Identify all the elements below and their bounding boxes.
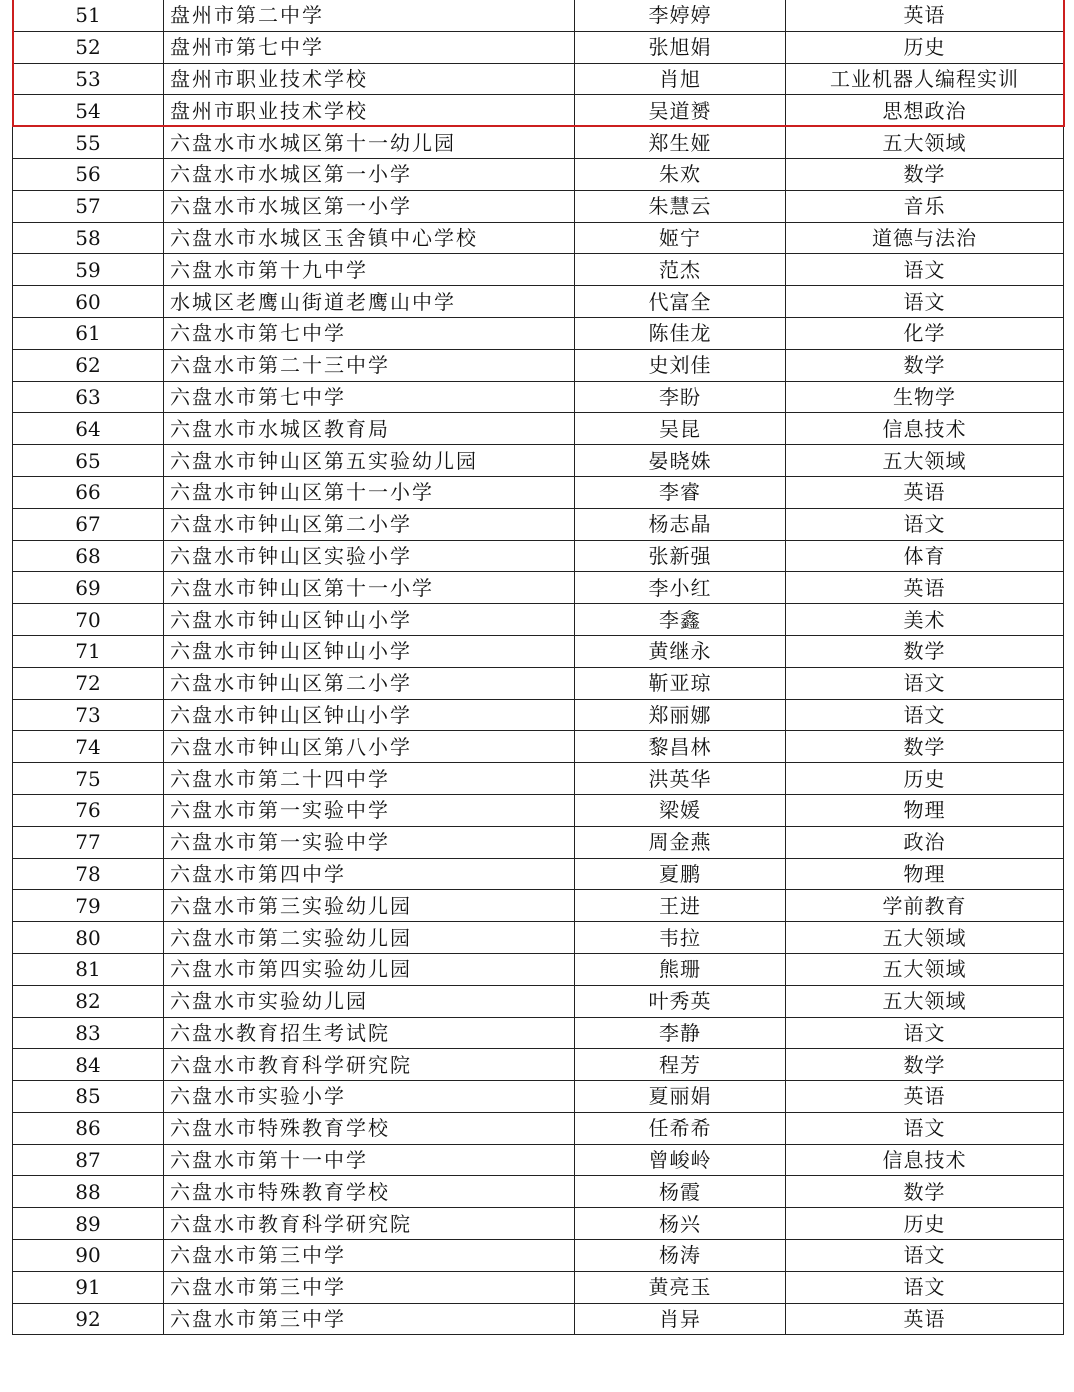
table-row [13, 667, 1064, 699]
row-number: 60 [13, 286, 164, 318]
school-cell: 六盘水市钟山区钟山小学 [164, 604, 575, 636]
table-row [13, 731, 1064, 763]
row-number: 52 [13, 31, 164, 63]
school-cell: 六盘水市钟山区第十一小学 [164, 476, 575, 508]
row-number: 91 [13, 1271, 164, 1303]
school-cell: 六盘水市教育科学研究院 [164, 1208, 575, 1240]
row-number: 90 [13, 1240, 164, 1272]
teacher-name-cell: 代富全 [575, 286, 786, 318]
school-cell: 六盘水市特殊教育学校 [164, 1112, 575, 1144]
teacher-name-cell: 史刘佳 [575, 349, 786, 381]
row-number: 86 [13, 1112, 164, 1144]
row-number: 85 [13, 1081, 164, 1113]
subject-cell: 历史 [786, 1208, 1064, 1240]
teacher-name-cell: 黄继永 [575, 635, 786, 667]
subject-cell: 物理 [786, 794, 1064, 826]
subject-cell: 数学 [786, 1049, 1064, 1081]
row-number: 65 [13, 445, 164, 477]
table-body [13, 0, 1064, 1335]
teacher-name-cell: 任希希 [575, 1112, 786, 1144]
table-row [13, 1017, 1064, 1049]
table-row [13, 922, 1064, 954]
subject-cell: 五大领域 [786, 953, 1064, 985]
teacher-name-cell: 范杰 [575, 254, 786, 286]
teacher-name-cell: 郑丽娜 [575, 699, 786, 731]
school-cell: 水城区老鹰山街道老鹰山中学 [164, 286, 575, 318]
school-cell: 六盘水市钟山区第二小学 [164, 667, 575, 699]
school-cell: 六盘水市水城区第十一幼儿园 [164, 127, 575, 159]
subject-cell: 语文 [786, 508, 1064, 540]
subject-cell: 五大领域 [786, 445, 1064, 477]
school-cell: 六盘水市钟山区第五实验幼儿园 [164, 445, 575, 477]
school-cell: 六盘水教育招生考试院 [164, 1017, 575, 1049]
school-cell: 六盘水市第一实验中学 [164, 794, 575, 826]
row-number: 57 [13, 190, 164, 222]
table-row [13, 1081, 1064, 1113]
subject-cell: 数学 [786, 731, 1064, 763]
row-number: 82 [13, 985, 164, 1017]
school-cell: 六盘水市水城区第一小学 [164, 158, 575, 190]
subject-cell: 生物学 [786, 381, 1064, 413]
subject-cell: 物理 [786, 858, 1064, 890]
table-row [13, 381, 1064, 413]
subject-cell: 历史 [786, 31, 1064, 63]
teacher-name-cell: 程芳 [575, 1049, 786, 1081]
school-cell: 六盘水市第十九中学 [164, 254, 575, 286]
school-cell: 六盘水市第二十三中学 [164, 349, 575, 381]
table-row [13, 540, 1064, 572]
school-cell: 盘州市第七中学 [164, 31, 575, 63]
teacher-name-cell: 熊珊 [575, 953, 786, 985]
school-cell: 六盘水市第一实验中学 [164, 826, 575, 858]
table-row [13, 1303, 1064, 1335]
table-row [13, 445, 1064, 477]
subject-cell: 五大领域 [786, 985, 1064, 1017]
table-row [13, 794, 1064, 826]
teacher-name-cell: 陈佳龙 [575, 317, 786, 349]
table-row [13, 222, 1064, 254]
table-row [13, 476, 1064, 508]
table-row [13, 635, 1064, 667]
subject-cell: 数学 [786, 349, 1064, 381]
row-number: 55 [13, 127, 164, 159]
row-number: 54 [13, 95, 164, 127]
teacher-name-cell: 李小红 [575, 572, 786, 604]
school-cell: 六盘水市钟山区实验小学 [164, 540, 575, 572]
subject-cell: 英语 [786, 476, 1064, 508]
school-cell: 六盘水市第二十四中学 [164, 763, 575, 795]
row-number: 66 [13, 476, 164, 508]
teacher-name-cell: 杨兴 [575, 1208, 786, 1240]
row-number: 67 [13, 508, 164, 540]
teacher-name-cell: 郑生娅 [575, 127, 786, 159]
subject-cell: 语文 [786, 1271, 1064, 1303]
subject-cell: 语文 [786, 1112, 1064, 1144]
table-row [13, 190, 1064, 222]
subject-cell: 美术 [786, 604, 1064, 636]
school-cell: 六盘水市第七中学 [164, 317, 575, 349]
table-row [13, 0, 1064, 31]
subject-cell: 信息技术 [786, 413, 1064, 445]
teacher-name-cell: 黎昌林 [575, 731, 786, 763]
teacher-name-cell: 姬宁 [575, 222, 786, 254]
subject-cell: 历史 [786, 763, 1064, 795]
table-row [13, 604, 1064, 636]
teacher-list-table [12, 0, 1064, 1335]
teacher-name-cell: 晏晓姝 [575, 445, 786, 477]
teacher-name-cell: 曾峻岭 [575, 1144, 786, 1176]
row-number: 87 [13, 1144, 164, 1176]
teacher-name-cell: 韦拉 [575, 922, 786, 954]
school-cell: 六盘水市第十一中学 [164, 1144, 575, 1176]
school-cell: 六盘水市钟山区第八小学 [164, 731, 575, 763]
table-row [13, 1271, 1064, 1303]
subject-cell: 语文 [786, 254, 1064, 286]
school-cell: 六盘水市第三中学 [164, 1271, 575, 1303]
subject-cell: 英语 [786, 0, 1064, 31]
table-row [13, 858, 1064, 890]
row-number: 77 [13, 826, 164, 858]
row-number: 75 [13, 763, 164, 795]
teacher-name-cell: 李盼 [575, 381, 786, 413]
subject-cell: 五大领域 [786, 922, 1064, 954]
subject-cell: 语文 [786, 1240, 1064, 1272]
school-cell: 六盘水市第三中学 [164, 1303, 575, 1335]
teacher-name-cell: 朱欢 [575, 158, 786, 190]
table-row [13, 953, 1064, 985]
subject-cell: 英语 [786, 1081, 1064, 1113]
teacher-name-cell: 靳亚琼 [575, 667, 786, 699]
school-cell: 六盘水市钟山区钟山小学 [164, 699, 575, 731]
subject-cell: 数学 [786, 1176, 1064, 1208]
row-number: 84 [13, 1049, 164, 1081]
teacher-name-cell: 吴昆 [575, 413, 786, 445]
subject-cell: 道德与法治 [786, 222, 1064, 254]
row-number: 61 [13, 317, 164, 349]
table-row [13, 1049, 1064, 1081]
table-row [13, 1144, 1064, 1176]
row-number: 63 [13, 381, 164, 413]
school-cell: 六盘水市水城区第一小学 [164, 190, 575, 222]
subject-cell: 体育 [786, 540, 1064, 572]
table-row [13, 826, 1064, 858]
teacher-name-cell: 李婷婷 [575, 0, 786, 31]
school-cell: 六盘水市水城区玉舍镇中心学校 [164, 222, 575, 254]
school-cell: 六盘水市教育科学研究院 [164, 1049, 575, 1081]
subject-cell: 化学 [786, 317, 1064, 349]
school-cell: 六盘水市钟山区钟山小学 [164, 635, 575, 667]
row-number: 79 [13, 890, 164, 922]
row-number: 81 [13, 953, 164, 985]
table-row [13, 572, 1064, 604]
school-cell: 六盘水市第四实验幼儿园 [164, 953, 575, 985]
school-cell: 六盘水市特殊教育学校 [164, 1176, 575, 1208]
table-row [13, 63, 1064, 95]
row-number: 56 [13, 158, 164, 190]
table-row [13, 317, 1064, 349]
subject-cell: 学前教育 [786, 890, 1064, 922]
row-number: 53 [13, 63, 164, 95]
row-number: 80 [13, 922, 164, 954]
row-number: 92 [13, 1303, 164, 1335]
row-number: 74 [13, 731, 164, 763]
teacher-name-cell: 王进 [575, 890, 786, 922]
teacher-name-cell: 梁媛 [575, 794, 786, 826]
subject-cell: 五大领域 [786, 127, 1064, 159]
table-row [13, 254, 1064, 286]
table-row [13, 413, 1064, 445]
teacher-name-cell: 夏丽娟 [575, 1081, 786, 1113]
row-number: 83 [13, 1017, 164, 1049]
subject-cell: 政治 [786, 826, 1064, 858]
row-number: 89 [13, 1208, 164, 1240]
teacher-name-cell: 吴道赟 [575, 95, 786, 127]
table-row [13, 1208, 1064, 1240]
school-cell: 盘州市职业技术学校 [164, 95, 575, 127]
teacher-name-cell: 杨涛 [575, 1240, 786, 1272]
school-cell: 六盘水市实验小学 [164, 1081, 575, 1113]
teacher-name-cell: 朱慧云 [575, 190, 786, 222]
table-row [13, 286, 1064, 318]
teacher-name-cell: 李睿 [575, 476, 786, 508]
table-row [13, 349, 1064, 381]
row-number: 71 [13, 635, 164, 667]
table-row [13, 158, 1064, 190]
teacher-name-cell: 张新强 [575, 540, 786, 572]
subject-cell: 英语 [786, 1303, 1064, 1335]
row-number: 68 [13, 540, 164, 572]
row-number: 72 [13, 667, 164, 699]
table-row [13, 31, 1064, 63]
row-number: 73 [13, 699, 164, 731]
row-number: 58 [13, 222, 164, 254]
school-cell: 六盘水市水城区教育局 [164, 413, 575, 445]
subject-cell: 数学 [786, 635, 1064, 667]
row-number: 62 [13, 349, 164, 381]
school-cell: 盘州市职业技术学校 [164, 63, 575, 95]
school-cell: 六盘水市第三实验幼儿园 [164, 890, 575, 922]
table-row [13, 1112, 1064, 1144]
row-number: 51 [13, 0, 164, 31]
table-row [13, 127, 1064, 159]
school-cell: 六盘水市第七中学 [164, 381, 575, 413]
subject-cell: 信息技术 [786, 1144, 1064, 1176]
teacher-name-cell: 肖旭 [575, 63, 786, 95]
subject-cell: 工业机器人编程实训 [786, 63, 1064, 95]
row-number: 64 [13, 413, 164, 445]
subject-cell: 音乐 [786, 190, 1064, 222]
subject-cell: 语文 [786, 699, 1064, 731]
teacher-name-cell: 黄亮玉 [575, 1271, 786, 1303]
school-cell: 盘州市第二中学 [164, 0, 575, 31]
table-row [13, 95, 1064, 127]
teacher-name-cell: 杨霞 [575, 1176, 786, 1208]
teacher-name-cell: 夏鹏 [575, 858, 786, 890]
row-number: 88 [13, 1176, 164, 1208]
row-number: 70 [13, 604, 164, 636]
table-row [13, 1176, 1064, 1208]
teacher-name-cell: 张旭娟 [575, 31, 786, 63]
row-number: 78 [13, 858, 164, 890]
teacher-name-cell: 洪英华 [575, 763, 786, 795]
teacher-name-cell: 李静 [575, 1017, 786, 1049]
table-row [13, 890, 1064, 922]
teacher-name-cell: 李鑫 [575, 604, 786, 636]
table-row [13, 985, 1064, 1017]
table-row [13, 508, 1064, 540]
school-cell: 六盘水市第四中学 [164, 858, 575, 890]
teacher-name-cell: 周金燕 [575, 826, 786, 858]
teacher-name-cell: 杨志晶 [575, 508, 786, 540]
table-row [13, 699, 1064, 731]
teacher-name-cell: 叶秀英 [575, 985, 786, 1017]
subject-cell: 数学 [786, 158, 1064, 190]
teacher-name-cell: 肖异 [575, 1303, 786, 1335]
row-number: 69 [13, 572, 164, 604]
table-row [13, 1240, 1064, 1272]
subject-cell: 语文 [786, 1017, 1064, 1049]
row-number: 59 [13, 254, 164, 286]
school-cell: 六盘水市钟山区第十一小学 [164, 572, 575, 604]
row-number: 76 [13, 794, 164, 826]
subject-cell: 语文 [786, 286, 1064, 318]
school-cell: 六盘水市钟山区第二小学 [164, 508, 575, 540]
school-cell: 六盘水市实验幼儿园 [164, 985, 575, 1017]
school-cell: 六盘水市第三中学 [164, 1240, 575, 1272]
subject-cell: 语文 [786, 667, 1064, 699]
subject-cell: 思想政治 [786, 95, 1064, 127]
table-row [13, 763, 1064, 795]
subject-cell: 英语 [786, 572, 1064, 604]
school-cell: 六盘水市第二实验幼儿园 [164, 922, 575, 954]
